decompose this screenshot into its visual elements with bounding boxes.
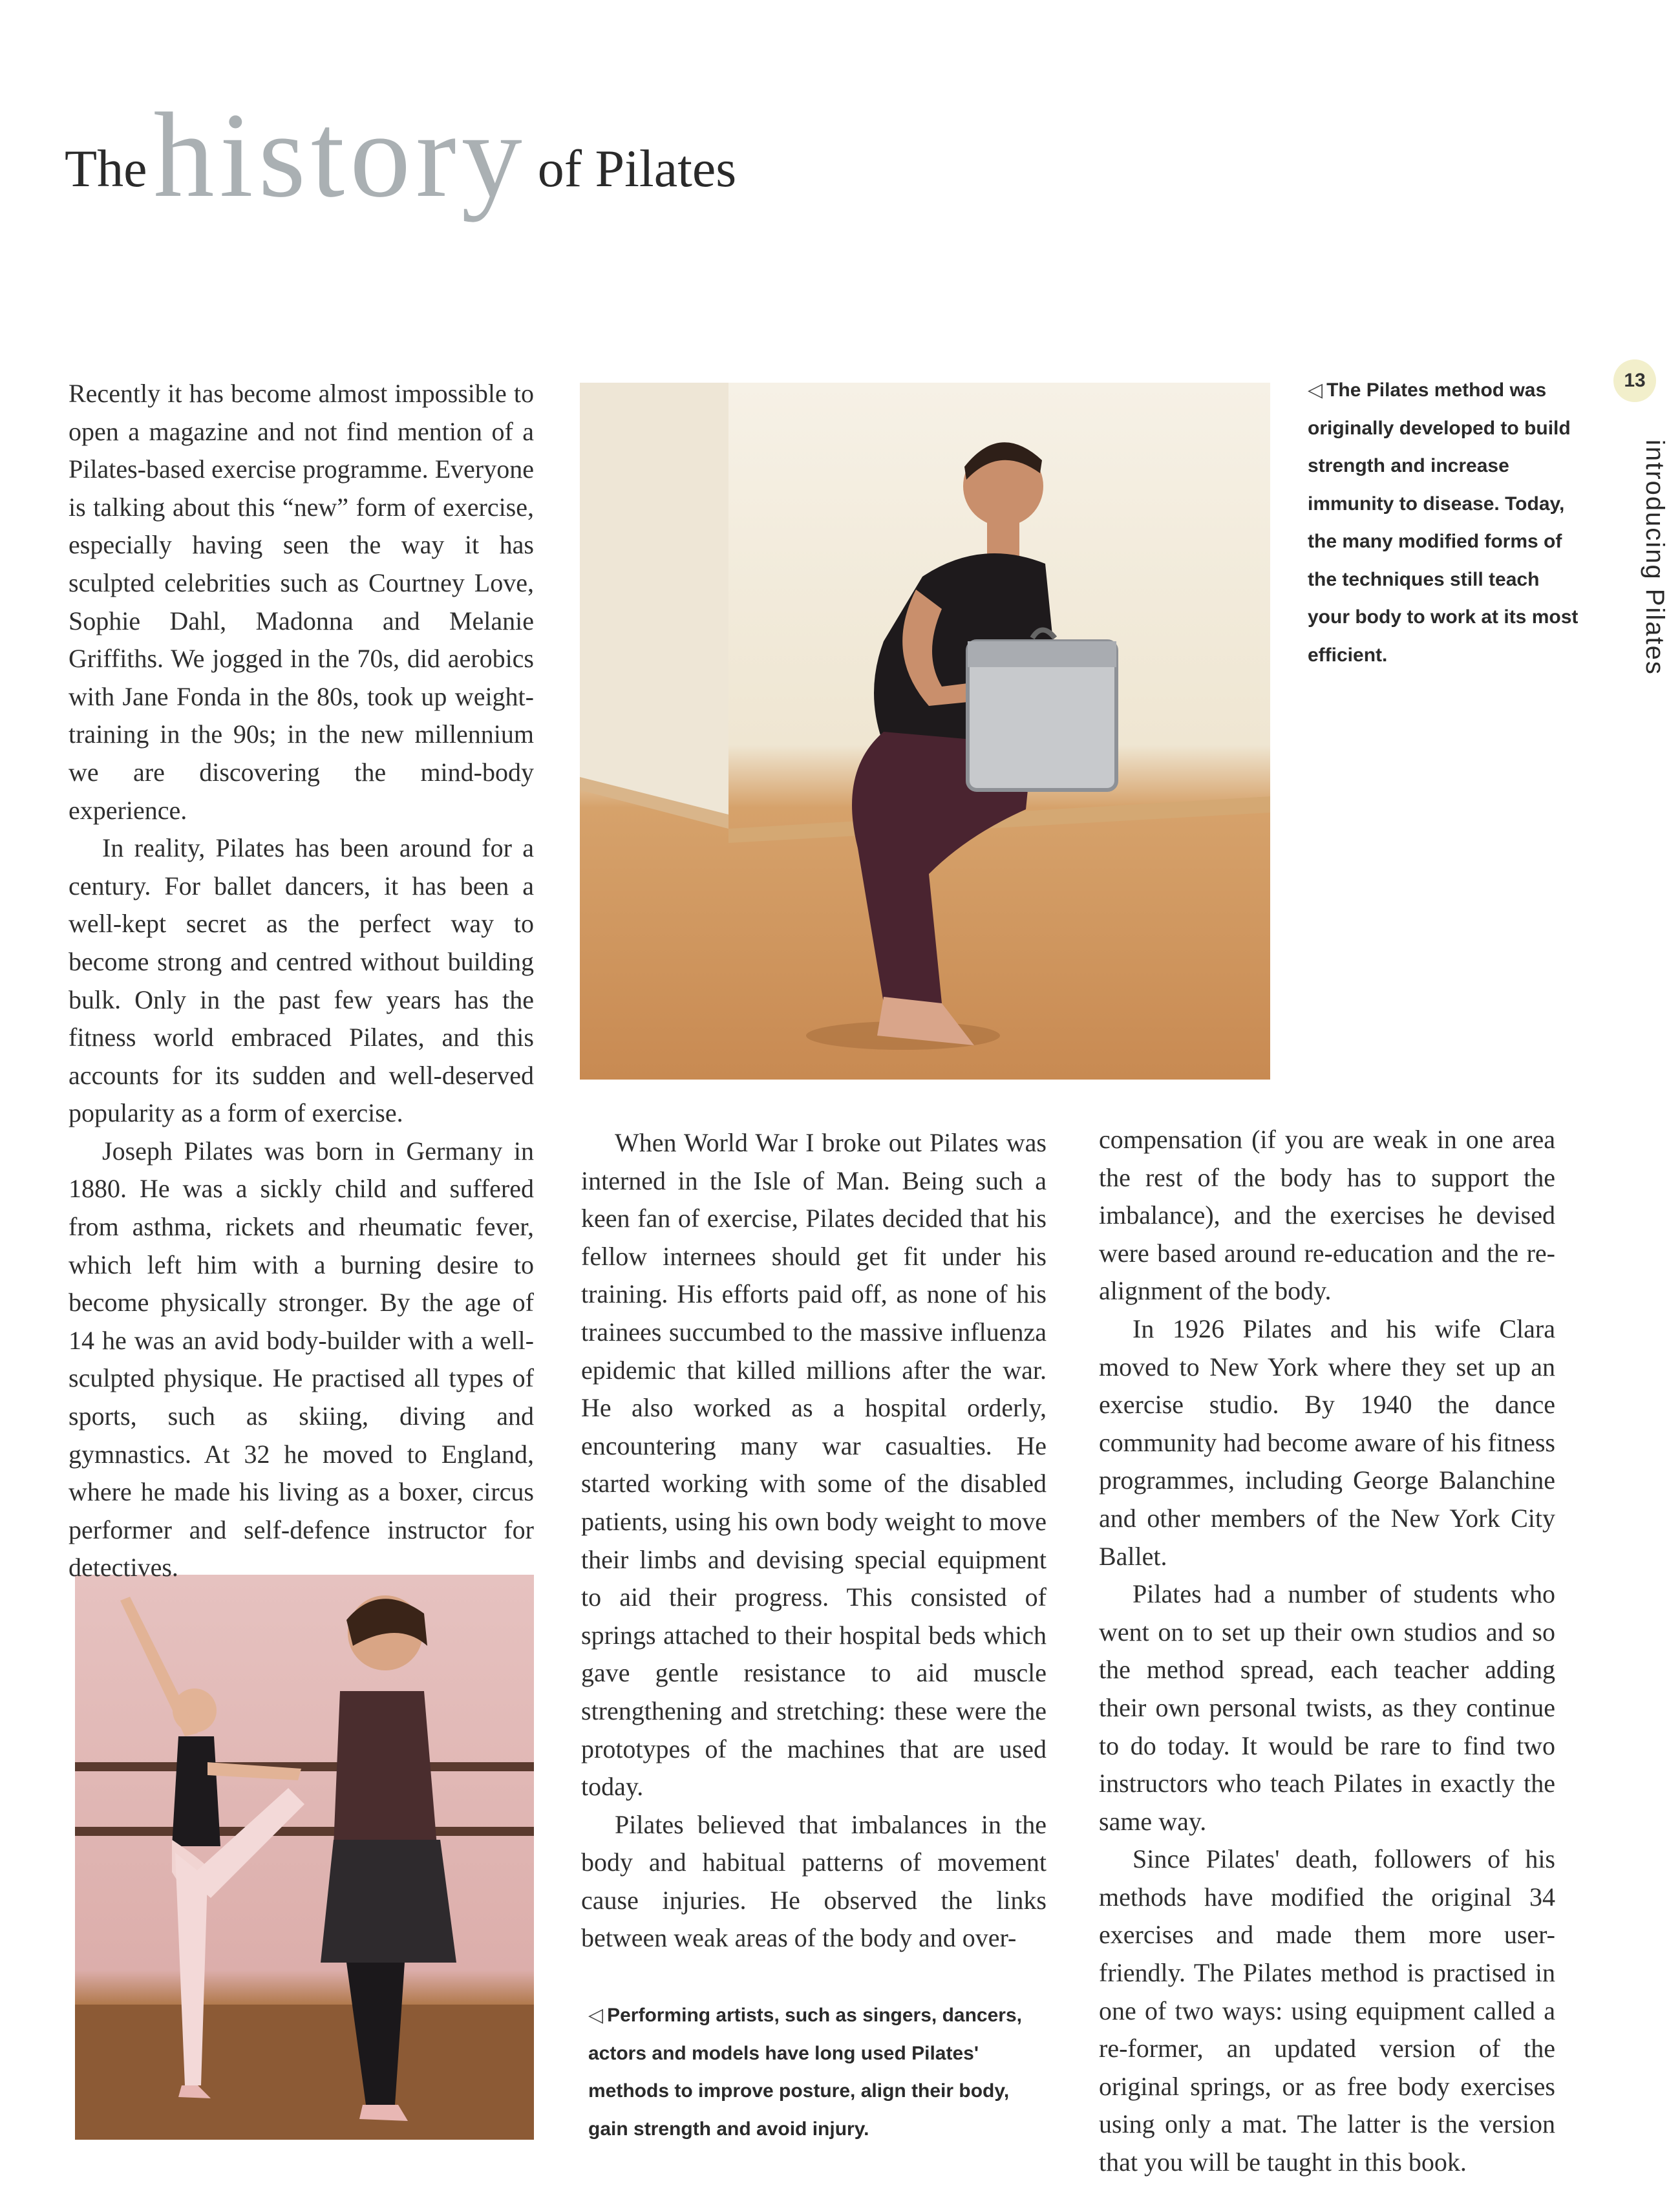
caption-man-photo xyxy=(1308,372,1579,674)
body-column-left xyxy=(69,375,534,1587)
title-prefix: The xyxy=(65,139,147,198)
ballet-illustration xyxy=(75,1575,534,2140)
caption-text: The Pilates method was originally developed to build strength and increase immunity to disease. Today, the many modified forms of the techniques still teach your body to work at its most efficient. xyxy=(1308,379,1579,666)
paragraph: Pilates believed that imbalances in the body and habitual patterns of movement cause injuries. He observed the links between weak areas of the body and over- xyxy=(581,1809,1047,1953)
paragraph: Recently it has become almost impossible to open a magazine and not find mention of a Pilates-based exercise programme. Everyone is talking about this “new” form of exercise, especially having seen the way it has sculpted celebrities such as Courtney Love, Sophie Dahl, Madonna and Melanie Griffiths. We jogged in the 70s, did aerobics with Jane Fonda in the 80s, took up weight-training in the 90s; in the new millennium we are discovering the mind-body experience. xyxy=(69,379,534,825)
paragraph: Since Pilates' death, followers of his methods have modified the original 34 exercises and made them more user-friendly. The Pilates method is practised in one of two ways: using equipment called a re-former, an updated version of the original springs, or as free body exercises using only a mat. The latter is the version that you will be taught in this book. xyxy=(1099,1844,1555,2177)
caption-ballet-photo xyxy=(588,1997,1054,2148)
photo-ballet-dancer xyxy=(75,1575,534,2140)
section-label: introducing Pilates xyxy=(1641,440,1669,676)
paragraph: In 1926 Pilates and his wife Clara moved to New York where they set up an exercise studio. By 1940 the dance community had become aware of his fitness programmes, including George Balanchine and other members of the New York City Ballet. xyxy=(1099,1314,1555,1571)
man-lifting-illustration xyxy=(580,383,1270,1080)
page-title xyxy=(65,87,737,239)
title-highlight: history xyxy=(153,87,527,222)
paragraph: In reality, Pilates has been around for a century. For ballet dancers, it has been a well-kept secret as the perfect way to become strong and centred without building bulk. Only in the past few years has the fitness world embraced Pilates, and this accounts for its sudden and well-deserved popularity as a form of exercise. xyxy=(69,833,534,1128)
page-number: 13 xyxy=(1613,359,1656,402)
caption-text: Performing artists, such as singers, dancers, actors and models have long used Pilates' methods to improve posture, align their body, gain strength and avoid injury. xyxy=(588,2005,1022,2140)
paragraph: Joseph Pilates was born in Germany in 1880. He was a sickly child and suffered from asthma, rickets and rheumatic fever, which left him with a burning desire to become physically stronger. By the age of 14 he was an avid body-builder with a well-sculpted physique. He practised all types of sports, such as skiing, diving and gymnastics. At 32 he moved to England, where he made his living as a boxer, circus performer and self-defence instructor for detectives. xyxy=(69,1136,534,1582)
photo-man-lifting-case xyxy=(580,383,1270,1080)
title-suffix: of Pilates xyxy=(537,139,737,198)
body-column-right xyxy=(1099,1121,1555,2182)
paragraph: Pilates had a number of students who went on to set up their own studios and so the method spread, each teacher adding their own personal twists, as they continue to do today. It would be rare to find two instructors who teach Pilates in exactly the same way. xyxy=(1099,1579,1555,1836)
paragraph: compensation (if you are weak in one area the rest of the body has to support the imbalance), and the exercises he devised were based around re-education and the re-alignment of the body. xyxy=(1099,1125,1555,1306)
paragraph: When World War I broke out Pilates was interned in the Isle of Man. Being such a keen fan of exercise, Pilates decided that his fellow internees should get fit under his training. His efforts paid off, as none of his trainees succumbed to the massive influenza epidemic that killed millions after the war. He also worked as a hospital orderly, encountering many war casualties. He started working with some of the disabled patients, using his own body weight to move their limbs and devising special equipment to aid their progress. This consisted of springs attached to their hospital beds which gave gentle resistance to aid muscle strengthening and stretching: these were the prototypes of the machines that are used today. xyxy=(581,1128,1047,1802)
body-column-middle xyxy=(581,1124,1047,1957)
caption-arrow-icon: ◁ xyxy=(588,2005,604,2026)
caption-arrow-icon: ◁ xyxy=(1308,379,1323,401)
